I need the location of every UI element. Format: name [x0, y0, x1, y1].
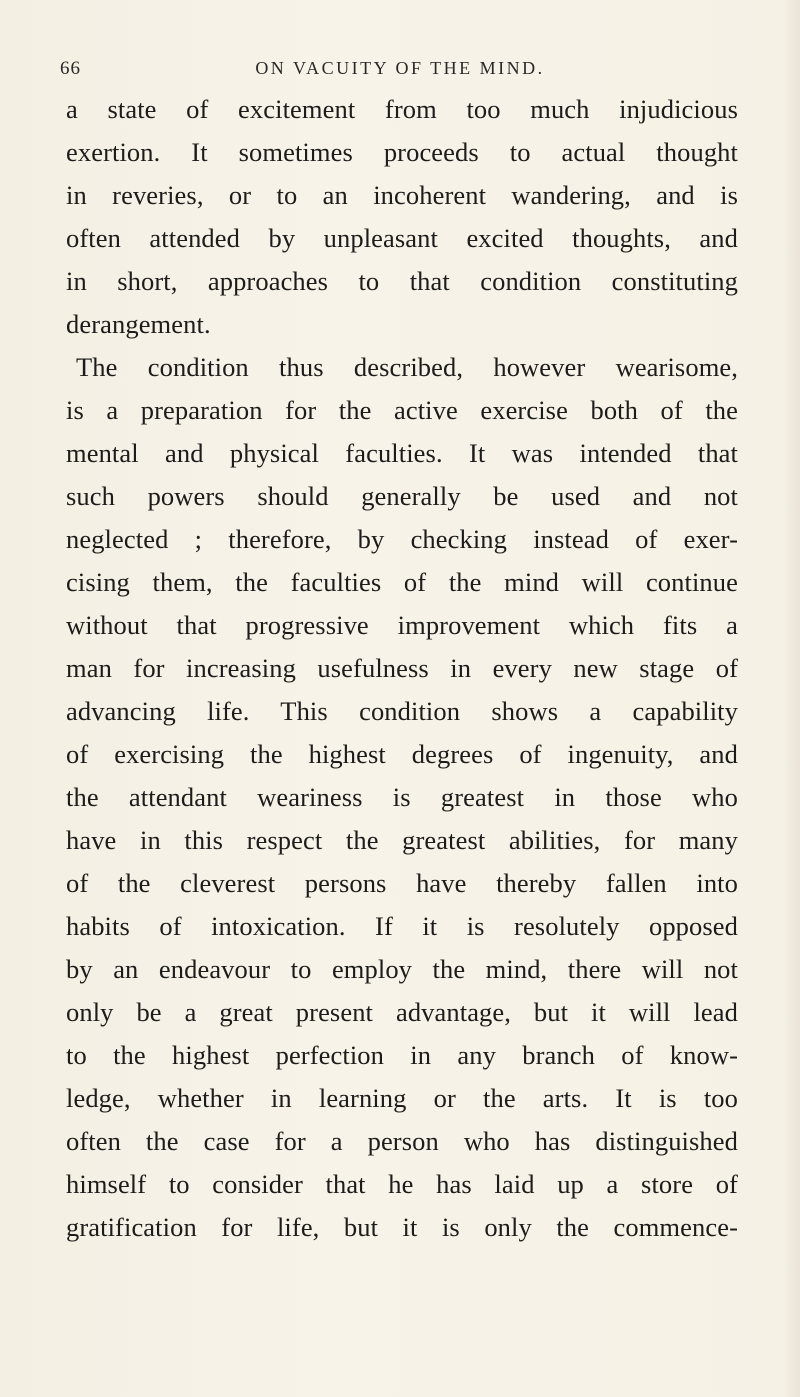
text-line: such powers should generally be used and not — [66, 481, 738, 511]
running-title: ON VACUITY OF THE MIND. — [255, 58, 545, 78]
text-line: habits of intoxication. If it is resolutely opposed — [66, 911, 738, 941]
body-text — [66, 88, 738, 1249]
text-line: cising them, the faculties of the mind will continue — [66, 567, 738, 597]
text-line: a state of excitement from too much injudicious — [66, 94, 738, 124]
text-line: mental and physical faculties. It was intended that — [66, 438, 738, 468]
text-line: to the highest perfection in any branch of know- — [66, 1040, 738, 1070]
text-line: ledge, whether in learning or the arts. It is too — [66, 1083, 738, 1113]
text-line: neglected ; therefore, by checking instead of exer- — [66, 524, 738, 554]
text-line: often attended by unpleasant excited thoughts, and — [66, 223, 738, 253]
text-line: gratification for life, but it is only the commence- — [66, 1212, 738, 1242]
text-line: the attendant weariness is greatest in those who — [66, 782, 738, 812]
text-line: without that progressive improvement which fits a — [66, 610, 738, 640]
text-line: of the cleverest persons have thereby fallen into — [66, 868, 738, 898]
page-header — [60, 58, 740, 82]
text-line: have in this respect the greatest abilities, for many — [66, 825, 738, 855]
text-line: himself to consider that he has laid up a store of — [66, 1169, 738, 1199]
text-line: often the case for a person who has distinguished — [66, 1126, 738, 1156]
text-line: in short, approaches to that condition constituting — [66, 266, 738, 296]
text-line: is a preparation for the active exercise both of the — [66, 395, 738, 425]
text-line: of exercising the highest degrees of ingenuity, and — [66, 739, 738, 769]
page-edge-shadow — [782, 0, 800, 1397]
text-line: only be a great present advantage, but it will lead — [66, 997, 738, 1027]
text-line: exertion. It sometimes proceeds to actual thought — [66, 137, 738, 167]
page-number: 66 — [60, 58, 81, 79]
text-line: man for increasing usefulness in every new stage of — [66, 653, 738, 683]
text-line: in reveries, or to an incoherent wandering, and is — [66, 180, 738, 210]
text-line: derangement. — [66, 309, 211, 339]
text-line: by an endeavour to employ the mind, there will not — [66, 954, 738, 984]
paragraph-first-line: The condition thus described, however wearisome, — [76, 352, 738, 382]
text-line: advancing life. This condition shows a capability — [66, 696, 738, 726]
